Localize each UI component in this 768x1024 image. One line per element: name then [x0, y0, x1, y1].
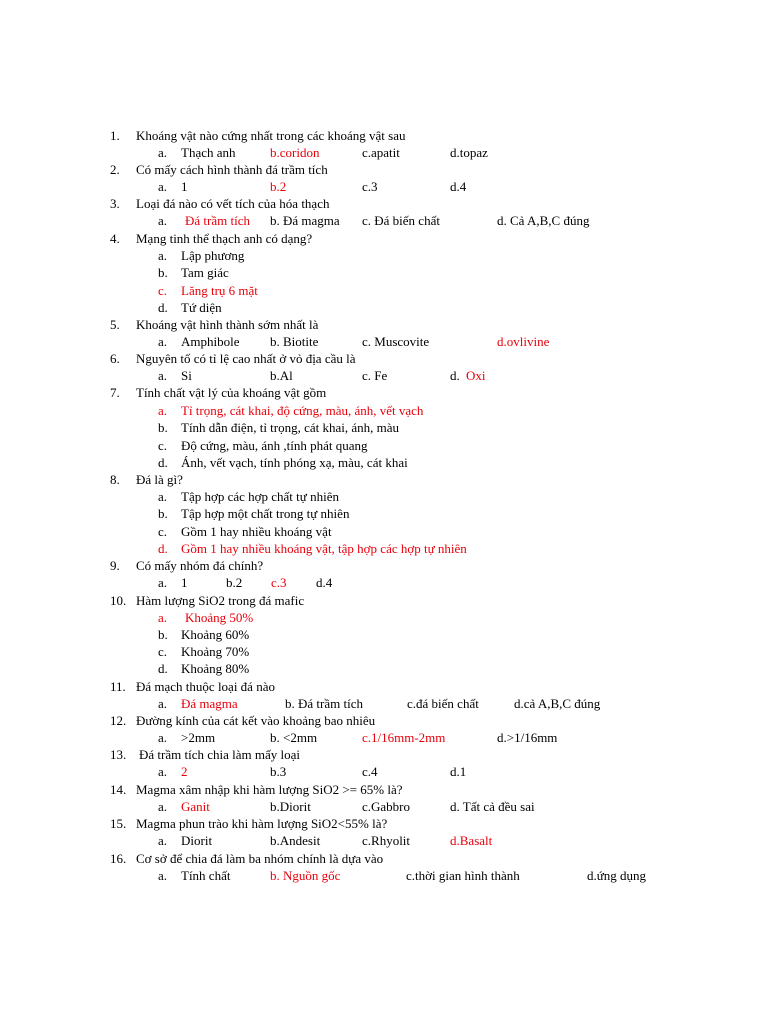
question-number: 15. [110, 816, 127, 831]
question-text: Hàm lượng SiO2 trong đá mafic [136, 593, 305, 608]
option-text: Gồm 1 hay nhiều khoáng vật [181, 524, 332, 539]
option-marker: d. [158, 300, 168, 315]
option-marker: d. [158, 455, 168, 470]
option-marker: c. [158, 524, 168, 539]
option-answer: Oxi [466, 368, 486, 383]
option-answer: Tỉ trọng, cát khai, độ cứng, màu, ánh, vết vạch [181, 403, 424, 418]
question-number: 4. [110, 231, 120, 246]
option-text: d.4 [450, 179, 467, 194]
question-number: 12. [110, 713, 127, 728]
option-text: d.1 [450, 764, 467, 779]
option-marker: b. [158, 265, 168, 280]
option-text: b. Đá trầm tích [285, 696, 363, 711]
question-text: Magma phun trào khi hàm lượng SiO2<55% là? [136, 816, 388, 831]
option-text: >2mm [181, 730, 216, 745]
question-text: Đường kính của cát kết vào khoảng bao nhiêu [136, 713, 376, 728]
option-marker: a. [158, 730, 168, 745]
option-text: c.apatit [362, 145, 400, 160]
question-number: 8. [110, 472, 120, 487]
option-marker: a. [158, 489, 168, 504]
option-text: Khoảng 70% [181, 644, 250, 659]
option-text: Ánh, vết vạch, tính phóng xạ, màu, cát khai [181, 455, 408, 470]
option-text: b. Đá magma [270, 213, 340, 228]
option-text: c.3 [362, 179, 378, 194]
option-text: Thạch anh [181, 145, 236, 160]
option-text: d.4 [316, 575, 333, 590]
option-marker: a. [158, 403, 168, 418]
option-answer: Đá magma [181, 696, 238, 711]
option-text: b. Biotite [270, 334, 319, 349]
option-text: c. Fe [362, 368, 388, 383]
option-text: Độ cứng, màu, ánh ,tính phát quang [181, 438, 368, 453]
option-text: b.Diorit [270, 799, 311, 814]
question-text: Đá là gì? [136, 472, 183, 487]
option-text: c.Gabbro [362, 799, 411, 814]
option-answer: b. Nguồn gốc [270, 868, 341, 883]
option-marker: a. [158, 696, 168, 711]
question-text: Nguyên tố có tỉ lệ cao nhất ở vỏ địa cầu là [136, 351, 356, 366]
option-text: d.ứng dụng [587, 868, 647, 883]
option-text: Amphibole [181, 334, 240, 349]
option-marker: b. [158, 506, 168, 521]
option-text: d.topaz [450, 145, 488, 160]
option-answer: Lăng trụ 6 mặt [181, 283, 258, 298]
option-marker: d. [450, 368, 460, 383]
option-marker: b. [158, 420, 168, 435]
question-text: Mạng tinh thể thạch anh có dạng? [136, 231, 313, 246]
question-number: 9. [110, 558, 120, 573]
option-text: Tứ diện [181, 300, 222, 315]
option-text: Tính dẫn điện, tỉ trọng, cát khai, ánh, màu [181, 420, 400, 435]
option-marker: a. [158, 833, 168, 848]
option-text: Si [181, 368, 192, 383]
question-number: 16. [110, 851, 127, 866]
option-text: Tập hợp các hợp chất tự nhiên [181, 489, 339, 504]
option-text: d. Tất cả đều sai [450, 799, 535, 814]
question-text: Đá trầm tích chia làm mấy loại [139, 747, 300, 762]
option-marker: a. [158, 248, 168, 263]
option-text: d.cả A,B,C đúng [514, 696, 601, 711]
option-text: Khoảng 80% [181, 661, 250, 676]
option-text: Tam giác [181, 265, 229, 280]
option-marker: c. [158, 438, 168, 453]
option-marker: a. [158, 764, 168, 779]
option-marker: a. [158, 610, 168, 625]
question-number: 7. [110, 385, 120, 400]
option-text: c. Muscovite [362, 334, 430, 349]
option-marker: a. [158, 799, 168, 814]
question-text: Đá mạch thuộc loại đá nào [136, 679, 275, 694]
option-text: b.Al [270, 368, 293, 383]
option-text: Tập hợp một chất trong tự nhiên [181, 506, 350, 521]
question-number: 2. [110, 162, 120, 177]
option-text: Tính chất [181, 868, 231, 883]
option-answer: c.3 [271, 575, 287, 590]
option-marker: c. [158, 644, 168, 659]
option-text: Lập phương [181, 248, 245, 263]
option-marker: d. [158, 541, 168, 556]
option-answer: Khoảng 50% [185, 610, 254, 625]
option-text: c.4 [362, 764, 378, 779]
question-text: Magma xâm nhập khi hàm lượng SiO2 >= 65% là? [136, 782, 403, 797]
option-marker: a. [158, 145, 168, 160]
option-text: b. <2mm [270, 730, 318, 745]
question-text: Có mấy nhóm đá chính? [136, 558, 264, 573]
option-marker: a. [158, 575, 168, 590]
option-marker: a. [158, 213, 168, 228]
option-text: 1 [181, 575, 188, 590]
question-number: 6. [110, 351, 120, 366]
question-number: 10. [110, 593, 127, 608]
question-text: Cơ sở để chia đá làm ba nhóm chính là dựa vào [136, 851, 384, 866]
option-answer: c.1/16mm-2mm [362, 730, 446, 745]
option-marker: a. [158, 179, 168, 194]
option-answer: d.Basalt [450, 833, 493, 848]
question-text: Tính chất vật lý của khoáng vật gồm [136, 385, 327, 400]
option-answer: b.coridon [270, 145, 320, 160]
question-number: 11. [110, 679, 126, 694]
option-text: c.thời gian hình thành [406, 868, 520, 883]
option-text: b.Andesit [270, 833, 321, 848]
option-marker: a. [158, 868, 168, 883]
option-text: c. Đá biến chất [362, 213, 440, 228]
option-text: d. Cả A,B,C đúng [497, 213, 590, 228]
option-marker: b. [158, 627, 168, 642]
question-number: 1. [110, 128, 120, 143]
option-text: b.3 [270, 764, 287, 779]
option-text: c.Rhyolit [362, 833, 411, 848]
option-marker: a. [158, 334, 168, 349]
option-text: Diorit [181, 833, 213, 848]
question-number: 5. [110, 317, 120, 332]
option-text: c.đá biến chất [407, 696, 479, 711]
option-answer: Đá trầm tích [185, 213, 250, 228]
option-answer: Ganit [181, 799, 210, 814]
question-number: 13. [110, 747, 127, 762]
option-answer: Gồm 1 hay nhiều khoáng vật, tập hợp các hợp tự nhiên [181, 541, 467, 556]
option-answer: b.2 [270, 179, 287, 194]
question-number: 3. [110, 196, 120, 211]
option-text: Khoảng 60% [181, 627, 250, 642]
option-text: b.2 [226, 575, 243, 590]
option-marker: a. [158, 368, 168, 383]
option-answer: 2 [181, 764, 188, 779]
option-text: d.>1/16mm [497, 730, 558, 745]
question-text: Có mấy cách hình thành đá trầm tích [136, 162, 328, 177]
option-marker: c. [158, 283, 168, 298]
option-marker: d. [158, 661, 168, 676]
option-text: 1 [181, 179, 188, 194]
question-number: 14. [110, 782, 127, 797]
question-text: Khoáng vật hình thành sớm nhất là [136, 317, 319, 332]
question-text: Khoáng vật nào cứng nhất trong các khoáng vật sau [136, 128, 406, 143]
option-answer: d.ovlivine [497, 334, 550, 349]
question-text: Loại đá nào có vết tích của hóa thạch [136, 196, 330, 211]
